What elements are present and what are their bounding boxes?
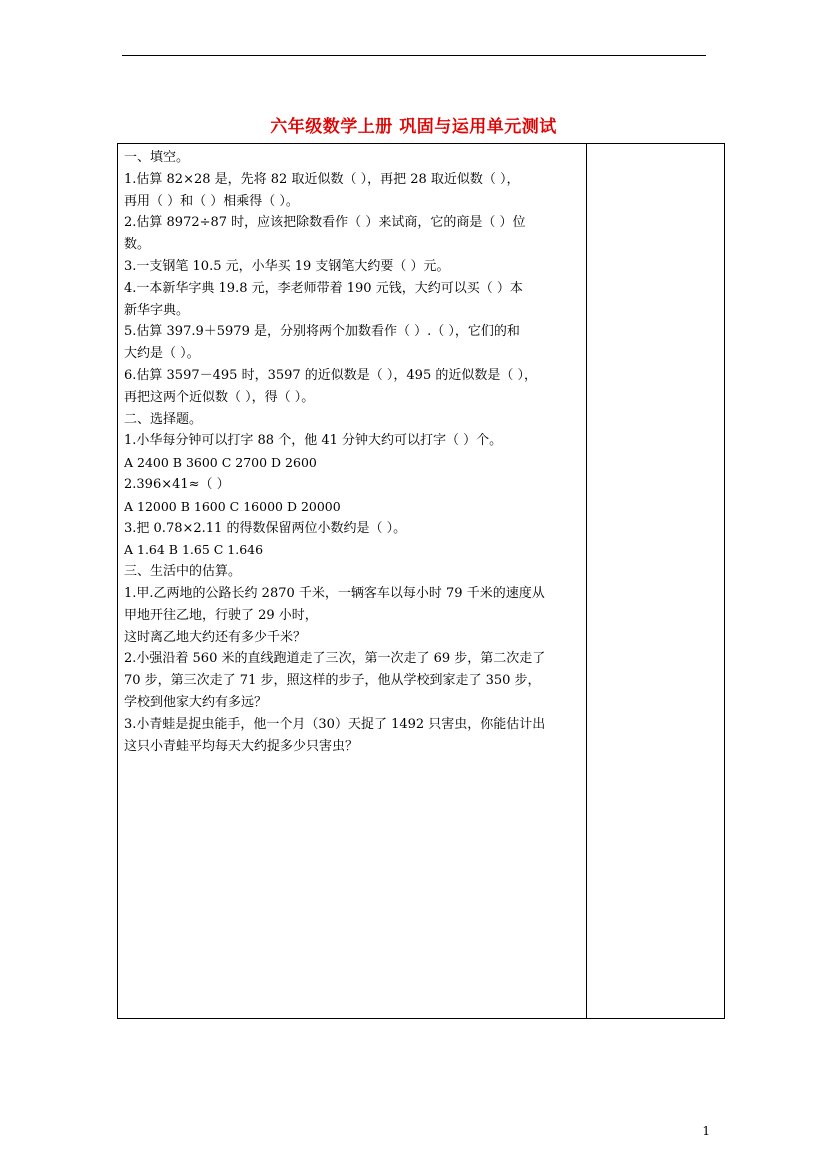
question-line: 6.估算 3597－495 时，3597 的近似数是（ ），495 的近似数是（ ）， [124,367,537,383]
question-line: 2.396×41≈（ ） [124,476,230,492]
question-line: 甲地开往乙地，行驶了 29 小时， [124,607,318,623]
question-line: 再用（ ）和（ ）相乘得（ ）。 [124,193,299,209]
question-line: 70 步，第三次走了 71 步，照这样的步子，他从学校到家走了 350 步， [124,673,541,689]
section-heading-life-estimation: 三、生活中的估算。 [124,564,242,580]
question-line: 1.小华每分钟可以打字 88 个，他 41 分钟大约可以打字（ ）个。 [124,433,503,449]
document-title: 六年级数学上册 巩固与运用单元测试 [270,117,557,137]
header-rule [122,55,706,56]
question-line: 新华字典。 [124,302,190,318]
page-number: 1 [702,1124,710,1138]
question-line: 5.估算 397.9＋5979 是，分别将两个加数看作（ ）.（ ），它们的和 [124,324,520,340]
question-line: 4.一本新华字典 19.8 元，李老师带着 190 元钱，大约可以买（ ）本 [124,280,523,296]
answer-options: A 1.64 B 1.65 C 1.646 [124,542,264,558]
question-line: 这时离乙地大约还有多少千米？ [124,629,307,645]
question-line: 1.甲.乙两地的公路长约 2870 千米，一辆客车以每小时 79 千米的速度从 [124,585,545,601]
question-line: 3.一支钢笔 10.5 元，小华买 19 支钢笔大约要（ ）元。 [124,258,450,274]
question-content [124,147,584,757]
table-column-divider [586,143,587,1019]
question-line: 2.估算 8972÷87 时，应该把除数看作（ ）来试商，它的商是（ ）位 [124,215,526,231]
question-line: 3.小青蛙是捉虫能手，他一个月（30）天捉了 1492 只害虫，你能估计出 [124,716,546,732]
section-heading-choice: 二、选择题。 [124,411,203,427]
question-line: 2.小强沿着 560 米的直线跑道走了三次，第一次走了 69 步，第二次走了 [124,651,546,667]
question-line: 学校到他家大约有多远？ [124,694,268,710]
section-heading-fill-blank: 一、填空。 [124,150,190,165]
question-line: 3.把 0.78×2.11 的得数保留两位小数约是（ ）。 [124,520,407,536]
question-line: 再把这两个近似数（ ），得（ ）。 [124,389,315,405]
answer-options: A 2400 B 3600 C 2700 D 2600 [124,455,317,471]
question-line: 这只小青蛙平均每天大约捉多少只害虫？ [124,738,359,754]
question-line: 数。 [124,237,151,253]
answer-options: A 12000 B 1600 C 16000 D 20000 [124,498,341,514]
question-line: 1.估算 82×28 是，先将 82 取近似数（ ），再把 28 取近似数（ ）， [124,171,520,187]
question-line: 大约是（ ）。 [124,346,200,362]
